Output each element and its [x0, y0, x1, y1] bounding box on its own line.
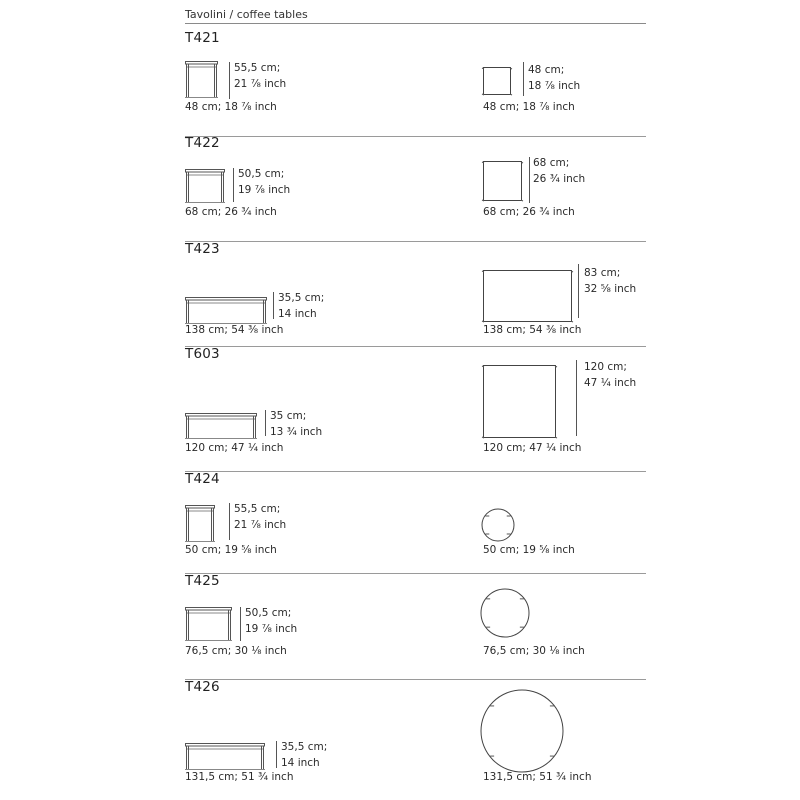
side-width-label: 48 cm; 18 ⁷⁄₈ inch [185, 101, 277, 113]
top-width-label: 68 cm; 26 ³⁄₄ inch [483, 206, 575, 218]
height-dimension-line [229, 62, 230, 99]
side-width-label: 138 cm; 54 ³⁄₈ inch [185, 324, 284, 336]
height-inch: 14 inch [281, 757, 320, 769]
depth-inch: 26 ³⁄₄ inch [533, 173, 586, 185]
height-inch: 19 ⁷⁄₈ inch [238, 184, 291, 196]
height-dimension [278, 290, 324, 322]
height-inch: 21 ⁷⁄₈ inch [234, 519, 287, 531]
top-width-label: 138 cm; 54 ³⁄₈ inch [483, 324, 582, 336]
table-side-view [185, 297, 267, 324]
height-dimension-line [233, 168, 234, 202]
height-inch: 21 ⁷⁄₈ inch [234, 78, 287, 90]
height-dimension-line [229, 503, 230, 540]
product-code: T425 [185, 573, 220, 589]
depth-cm: 83 cm; [584, 267, 621, 279]
height-dimension [234, 501, 286, 533]
table-side-view [185, 743, 265, 770]
table-top-view [479, 266, 575, 325]
depth-cm: 48 cm; [528, 64, 565, 76]
depth-dimension [533, 155, 585, 187]
table-side-view [185, 413, 257, 439]
height-cm: 35,5 cm; [278, 292, 325, 304]
depth-inch: 18 ⁷⁄₈ inch [528, 80, 581, 92]
table-top-view [478, 505, 518, 545]
height-cm: 50,5 cm; [245, 607, 292, 619]
depth-inch: 32 ⁵⁄₈ inch [584, 283, 637, 295]
depth-dimension-line [529, 157, 530, 203]
catalog-header: Tavolini / coffee tables [185, 8, 308, 21]
table-top-view [479, 63, 514, 98]
height-cm: 35,5 cm; [281, 741, 328, 753]
height-dimension-line [240, 607, 241, 641]
header-divider [185, 23, 646, 24]
depth-cm: 120 cm; [584, 361, 627, 373]
product-code: T426 [185, 679, 220, 695]
side-width-label: 50 cm; 19 ⁵⁄₈ inch [185, 544, 277, 556]
height-dimension [281, 739, 327, 771]
side-width-label: 68 cm; 26 ³⁄₄ inch [185, 206, 277, 218]
table-side-view [185, 169, 225, 203]
height-cm: 55,5 cm; [234, 62, 281, 74]
height-inch: 19 ⁷⁄₈ inch [245, 623, 298, 635]
height-cm: 55,5 cm; [234, 503, 281, 515]
depth-dimension-line [576, 360, 577, 436]
depth-dimension [584, 359, 636, 391]
top-width-label: 76,5 cm; 30 ¹⁄₈ inch [483, 645, 585, 657]
section-divider [185, 679, 646, 680]
top-width-label: 131,5 cm; 51 ³⁄₄ inch [483, 771, 592, 783]
height-dimension-line [265, 410, 266, 436]
height-dimension [270, 408, 322, 440]
product-code: T422 [185, 135, 220, 151]
table-top-view [477, 686, 567, 776]
side-width-label: 76,5 cm; 30 ¹⁄₈ inch [185, 645, 287, 657]
side-width-label: 120 cm; 47 ¹⁄₄ inch [185, 442, 284, 454]
section-divider [185, 136, 646, 137]
section-divider [185, 573, 646, 574]
height-dimension-line [276, 741, 277, 768]
height-dimension-line [273, 292, 274, 319]
top-width-label: 50 cm; 19 ⁵⁄₈ inch [483, 544, 575, 556]
height-inch: 13 ³⁄₄ inch [270, 426, 323, 438]
depth-dimension [584, 265, 636, 297]
section-divider [185, 241, 646, 242]
table-top-view [477, 585, 533, 641]
product-code: T603 [185, 346, 220, 362]
depth-inch: 47 ¹⁄₄ inch [584, 377, 637, 389]
product-code: T423 [185, 241, 220, 257]
height-inch: 14 inch [278, 308, 317, 320]
side-width-label: 131,5 cm; 51 ³⁄₄ inch [185, 771, 294, 783]
height-dimension [238, 166, 290, 198]
depth-dimension-line [578, 264, 579, 318]
section-divider [185, 471, 646, 472]
table-side-view [185, 61, 218, 98]
height-cm: 50,5 cm; [238, 168, 285, 180]
top-width-label: 48 cm; 18 ⁷⁄₈ inch [483, 101, 575, 113]
depth-cm: 68 cm; [533, 157, 570, 169]
top-width-label: 120 cm; 47 ¹⁄₄ inch [483, 442, 582, 454]
table-side-view [185, 505, 215, 542]
table-top-view [479, 157, 525, 204]
height-dimension [234, 60, 286, 92]
table-top-view [479, 361, 559, 441]
section-divider [185, 346, 646, 347]
depth-dimension [528, 62, 580, 94]
height-dimension [245, 605, 297, 637]
height-cm: 35 cm; [270, 410, 307, 422]
product-code: T424 [185, 471, 220, 487]
depth-dimension-line [523, 62, 524, 96]
product-code: T421 [185, 30, 220, 46]
table-side-view [185, 607, 232, 641]
